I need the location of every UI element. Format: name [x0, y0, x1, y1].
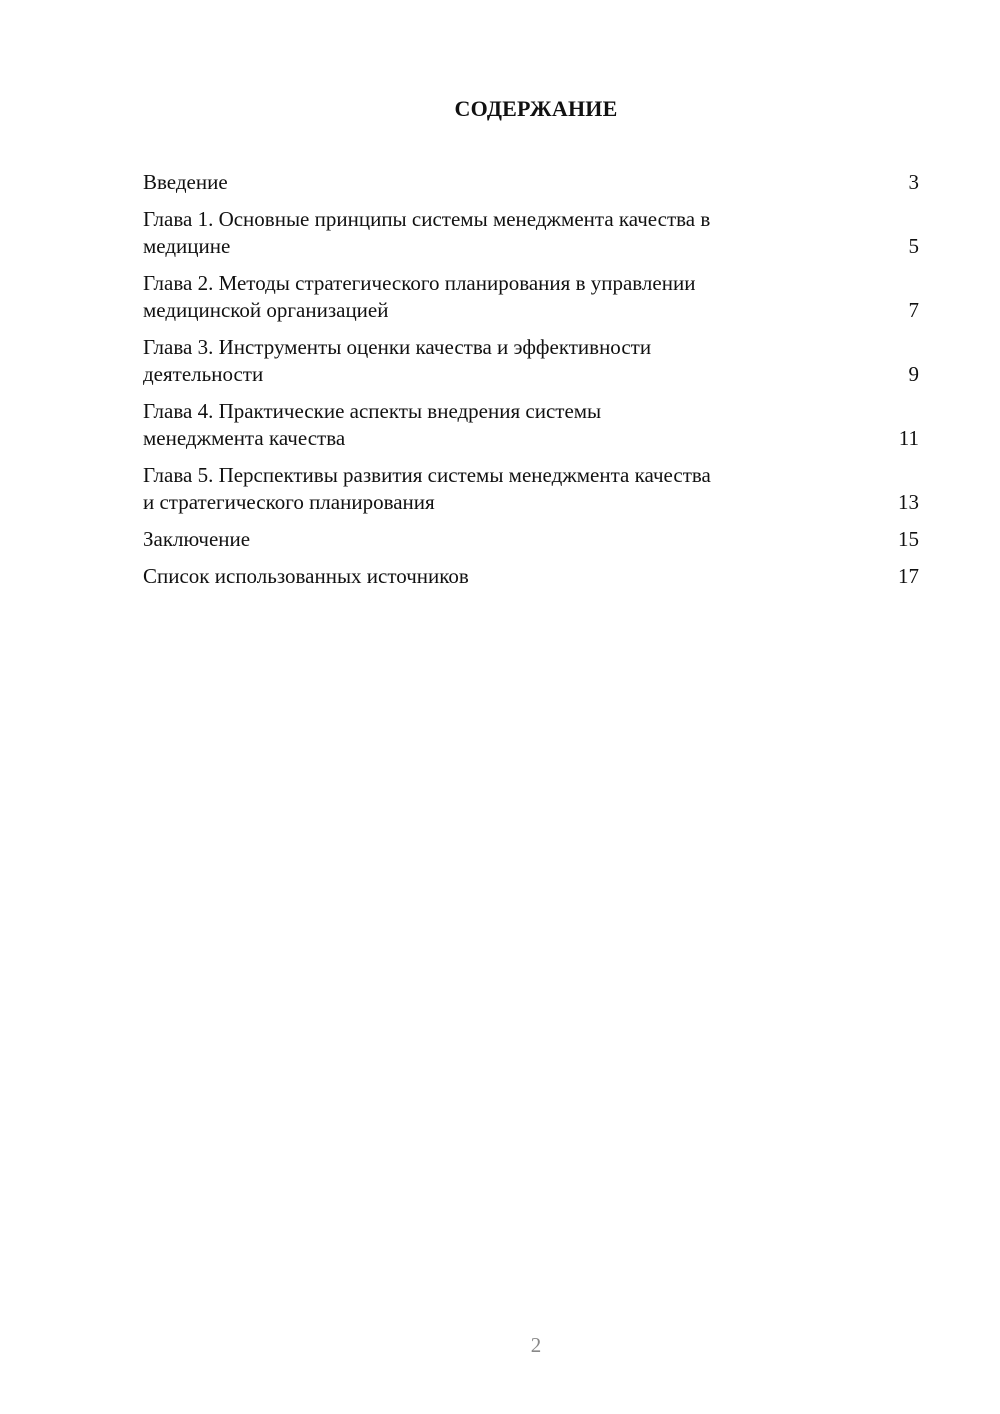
toc-line: Список использованных источников: [143, 564, 469, 588]
toc-entry-label: [143, 526, 833, 553]
toc-entry-conclusion: [143, 526, 919, 553]
toc-line: медицинской организацией: [143, 298, 389, 322]
toc-line: Глава 1. Основные принципы системы менеджмента качества в: [143, 207, 711, 231]
toc-entry-introduction: [143, 169, 919, 196]
toc-entry-label: [143, 334, 833, 388]
toc-entry-chapter-5: [143, 462, 919, 516]
toc-line: и стратегического планирования: [143, 490, 435, 514]
toc-entry-label: [143, 462, 833, 516]
page-footer-number: 2: [530, 1333, 542, 1357]
toc-page-number: 3: [908, 170, 919, 194]
toc-line: Глава 4. Практические аспекты внедрения системы: [143, 399, 602, 423]
toc-entry-label: [143, 169, 833, 196]
toc-entry-chapter-2: [143, 270, 919, 324]
toc-entry-label: [143, 206, 833, 260]
toc-entry-chapter-4: [143, 398, 919, 452]
toc-page-number: 7: [908, 298, 919, 322]
page-title: СОДЕРЖАНИЕ: [454, 96, 618, 121]
toc-page-number: 9: [908, 362, 919, 386]
table-of-contents: [143, 169, 919, 600]
toc-page-number: 17: [898, 564, 919, 588]
toc-page-number: 5: [908, 234, 919, 258]
toc-entry-label: [143, 563, 833, 590]
toc-line: Глава 2. Методы стратегического планирования в управлении: [143, 271, 696, 295]
toc-entry-chapter-3: [143, 334, 919, 388]
toc-line: менеджмента качества: [143, 426, 346, 450]
toc-line: Глава 5. Перспективы развития системы менеджмента качества: [143, 463, 711, 487]
toc-line: медицине: [143, 234, 231, 258]
toc-line: Глава 3. Инструменты оценки качества и эффективности: [143, 335, 652, 359]
toc-line: деятельности: [143, 362, 264, 386]
toc-page-number: 11: [898, 426, 919, 450]
toc-entry-label: [143, 270, 833, 324]
toc-page-number: 13: [898, 490, 919, 514]
toc-entry-references: [143, 563, 919, 590]
toc-page-number: 15: [898, 527, 919, 551]
toc-line: Введение: [143, 170, 228, 194]
toc-entry-label: [143, 398, 833, 452]
toc-entry-chapter-1: [143, 206, 919, 260]
toc-line: Заключение: [143, 527, 251, 551]
